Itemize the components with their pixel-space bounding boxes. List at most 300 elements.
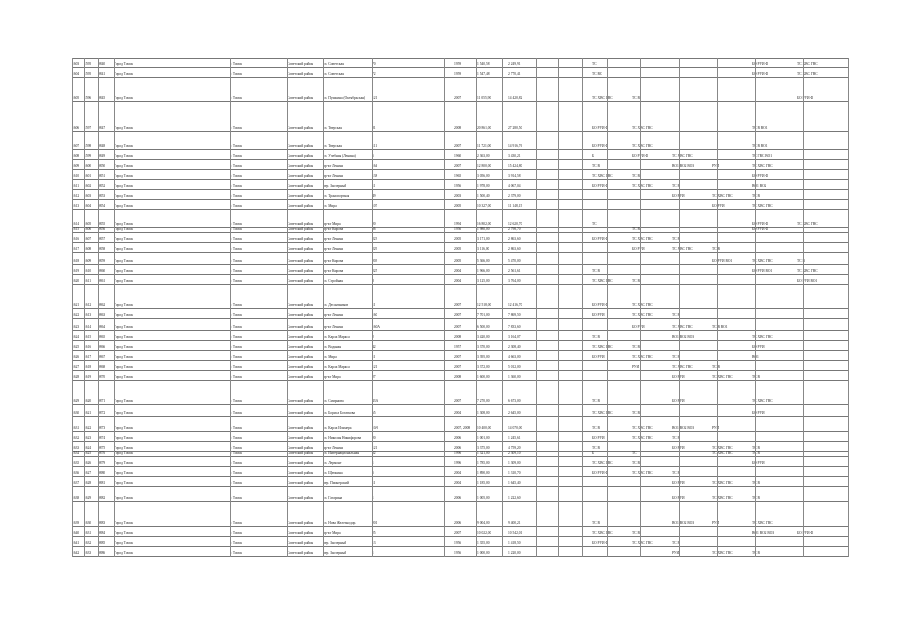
cell-street: пер. Пионерский (323, 481, 349, 485)
cell-year: 2004 (454, 471, 462, 475)
cell-s1: ТС В (592, 335, 600, 339)
cell-s4: ТС ХВС ГВС (712, 375, 733, 379)
column-divider (640, 58, 641, 557)
cell-house: 42 (372, 345, 376, 349)
cell-mo: Город Томск (114, 461, 134, 465)
cell-s1: ТС В (592, 269, 600, 273)
cell-year: 2007, 2008 (454, 426, 471, 430)
cell-mo: Город Томск (114, 355, 134, 359)
cell-year: 2008 (454, 375, 462, 379)
cell-s1: ТС (592, 222, 597, 226)
cell-street: ул. Пушкина (Октябрьская) (323, 96, 366, 100)
column-divider (803, 58, 804, 557)
cell-region: г. Томск (230, 269, 243, 273)
cell-mo: Город Томск (114, 345, 134, 349)
cell-house: 164 (372, 164, 378, 168)
cell-year: 1994 (454, 222, 462, 226)
cell-s3: БО РУИ (672, 194, 685, 198)
cell-year: 2003 (454, 194, 462, 198)
cell-s5: БО РУИ Ф (752, 222, 769, 226)
cell-district: Советский район (287, 154, 314, 158)
cell-street: ул. Транспортная (323, 194, 350, 198)
cell-district: Советский район (287, 62, 314, 66)
cell-kad: 1631 (84, 531, 92, 535)
table-row (72, 265, 848, 275)
cell-region: г. Томск (230, 204, 243, 208)
cell-s4: ТС ХВС ГВС (712, 551, 733, 555)
cell-s4: РУИ (712, 426, 720, 430)
cell-area: 5 366,00 (477, 259, 490, 263)
cell-num: 1627 (72, 365, 80, 369)
cell-s1: БО РУИ (592, 355, 605, 359)
cell-area: 3 372,00 (477, 365, 490, 369)
cell-amount: 5 470,00 (508, 259, 521, 263)
cell-amount: 27 280,50 (508, 126, 523, 130)
cell-s2: ТС В (632, 345, 640, 349)
cell-s3: ВО1 ВО2 ВО3 (672, 164, 695, 168)
cell-region: г. Томск (230, 399, 243, 403)
cell-house: 223 (372, 237, 378, 241)
cell-house: 1 (372, 461, 374, 465)
cell-amount: 14 420,82 (508, 96, 523, 100)
cell-s3: ТС ХВС ГВС (672, 325, 693, 329)
table-row (72, 487, 848, 502)
table-row (72, 102, 848, 132)
cell-num: 1630 (72, 411, 80, 415)
cell-s2: ТС ХВС ГВС (632, 541, 653, 545)
cell-kad: 1598 (84, 144, 92, 148)
cell-house: 25 (372, 531, 376, 535)
cell-district: Советский район (287, 222, 314, 226)
cell-area: 20 861,00 (477, 126, 492, 130)
cell-s1: БО РУИ (592, 313, 605, 317)
cell-id: 9862 (98, 303, 106, 307)
cell-district: Советский район (287, 72, 314, 76)
cell-s5: ТС ХВС ГВС (752, 521, 773, 525)
cell-s4: ТС В (712, 365, 720, 369)
cell-year: 2007 (454, 325, 462, 329)
cell-district: Советский район (287, 345, 314, 349)
cell-id: 9858 (98, 247, 106, 251)
cell-street: ул. Тверская (323, 126, 342, 130)
cell-year: 2007 (454, 96, 462, 100)
column-divider (558, 58, 559, 557)
cell-district: Советский район (287, 194, 314, 198)
cell-num: 1607 (72, 144, 80, 148)
cell-num: 1618 (72, 259, 80, 263)
cell-district: Советский район (287, 126, 314, 130)
cell-district: Советский район (287, 313, 314, 317)
table-row (72, 319, 848, 331)
cell-mo: Город Томск (114, 204, 134, 208)
cell-street: ул. Тверская (323, 144, 342, 148)
cell-id: 9886 (98, 551, 106, 555)
cell-s4: РУИ (712, 164, 720, 168)
column-divider (679, 58, 680, 557)
table-row (72, 331, 848, 341)
cell-mo: Город Томск (114, 541, 134, 545)
cell-num: 1632 (72, 436, 80, 440)
cell-s2: ТС ХВС ГВС (632, 313, 653, 317)
cell-amount: 2 863,60 (508, 247, 521, 251)
cell-amount: 2 249,91 (508, 62, 521, 66)
cell-s2: ТС ХВС ГВС (632, 303, 653, 307)
cell-kad: 1595 (84, 62, 92, 66)
cell-house: 8 (372, 279, 374, 283)
cell-area: 7 701,00 (477, 313, 490, 317)
cell-s2: ТС ХВС ГВС (632, 436, 653, 440)
cell-s6: ТС ХВС ГВС (797, 72, 818, 76)
cell-amount: 1 645,40 (508, 481, 521, 485)
cell-id: 9851 (98, 174, 106, 178)
cell-district: Советский район (287, 164, 314, 168)
cell-s2: ТС В (632, 531, 640, 535)
cell-year: 2008 (454, 126, 462, 130)
cell-s4: ТС В (712, 247, 720, 251)
table-row (72, 527, 848, 537)
cell-house: 2 (372, 335, 374, 339)
cell-mo: Город Томск (114, 436, 134, 440)
cell-s4: ТС ХВС ГВС (712, 496, 733, 500)
cell-kad: 1617 (84, 355, 92, 359)
cell-mo: Город Томск (114, 227, 134, 231)
cell-s2: ТС (632, 451, 637, 455)
cell-district: Советский район (287, 521, 314, 525)
cell-area: 12 800,00 (477, 164, 492, 168)
cell-house: 11 (372, 303, 376, 307)
cell-year: 1996 (454, 461, 462, 465)
cell-kad: 1626 (84, 461, 92, 465)
cell-year: 1956 (454, 227, 462, 231)
cell-house: 36 (372, 227, 376, 231)
cell-area: 3 171,00 (477, 237, 490, 241)
cell-id: 9884 (98, 531, 106, 535)
cell-id: 9883 (98, 521, 106, 525)
table-row (72, 170, 848, 180)
column-divider (582, 58, 583, 557)
cell-district: Советский район (287, 541, 314, 545)
cell-s2: ТС В (632, 279, 640, 283)
cell-num: 1624 (72, 335, 80, 339)
cell-area: 1 890,00 (477, 471, 490, 475)
cell-house: 11 (372, 355, 376, 359)
cell-s1: БО РУИ Ф (592, 541, 609, 545)
table-row (72, 341, 848, 351)
cell-num: 1603 (72, 62, 80, 66)
cell-s2: БО РУИ (632, 247, 645, 251)
column-divider (72, 58, 73, 557)
cell-s1: ТС ХВС ГВС (592, 279, 613, 283)
cell-district: Советский район (287, 96, 314, 100)
cell-house: 225 (372, 269, 378, 273)
cell-amount: 2 309,10 (508, 451, 521, 455)
cell-region: г. Томск (230, 365, 243, 369)
cell-s5: ТС ГВС ВО1 (752, 154, 773, 158)
cell-s2: ТС ХВС ГВС (632, 426, 653, 430)
cell-id: 9848 (98, 144, 106, 148)
cell-street: ул. Лермонт (323, 461, 342, 465)
cell-region: г. Томск (230, 194, 243, 198)
cell-s1: БО РУИ Ф (592, 471, 609, 475)
cell-street: пр-кт Кирова (323, 269, 344, 273)
cell-s2: ТС ХВС ГВС (632, 126, 653, 130)
cell-id: 9849 (98, 154, 106, 158)
cell-area: 3 116,00 (477, 247, 490, 251)
cell-id: 9863 (98, 313, 106, 317)
cell-num: 1636 (72, 471, 80, 475)
cell-s3: ТС В (672, 184, 680, 188)
cell-num: 1611 (72, 184, 80, 188)
cell-kad: 1604 (84, 204, 92, 208)
cell-s1: БО РУИ Ф (592, 184, 609, 188)
cell-s2: ТС В (632, 227, 640, 231)
cell-num: 1638 (72, 496, 80, 500)
cell-area: 1 500,40 (477, 194, 490, 198)
cell-house: 1 (372, 551, 374, 555)
cell-id: 9879 (98, 461, 106, 465)
cell-kad: 1605 (84, 222, 92, 226)
cell-street: ул. Бориса Богаткова (323, 411, 355, 415)
cell-year: 2007 (454, 144, 462, 148)
cell-region: г. Томск (230, 154, 243, 158)
cell-street: ул. Смирнова (323, 399, 344, 403)
cell-year: 2006 (454, 436, 462, 440)
cell-district: Советский район (287, 471, 314, 475)
cell-kad: 1623 (84, 436, 92, 440)
cell-amount: 14 916,76 (508, 144, 523, 148)
cell-s5: ТС В ВО1 (752, 144, 768, 148)
cell-year: 2006 (454, 446, 462, 450)
cell-area: 2 363,00 (477, 154, 490, 158)
cell-s5: БО РУИ (752, 345, 765, 349)
table-row (72, 417, 848, 432)
cell-s4: БО РУИ ВО1 (712, 259, 733, 263)
cell-year: 1956 (454, 541, 462, 545)
table-row (72, 200, 848, 210)
cell-s1: БО РУИ Ф (592, 126, 609, 130)
cell-area: 1 966,00 (477, 269, 490, 273)
cell-s5: ТС В (752, 481, 760, 485)
cell-s6: ТС ХВС ГВС (797, 62, 818, 66)
cell-area: 1 785,00 (477, 461, 490, 465)
cell-num: 1623 (72, 325, 80, 329)
cell-year: 1959 (454, 72, 462, 76)
cell-mo: Город Томск (114, 194, 134, 198)
cell-region: г. Томск (230, 144, 243, 148)
cell-s5: БО РУИ ВО1 (752, 269, 773, 273)
cell-kad: 1600 (84, 164, 92, 168)
cell-street: ул. Десантников (323, 303, 349, 307)
cell-s5: ВО1 (752, 355, 759, 359)
cell-year: 2005 (454, 259, 462, 263)
cell-num: 1626 (72, 355, 80, 359)
cell-region: г. Томск (230, 436, 243, 440)
cell-num: 1615 (72, 227, 80, 231)
cell-house: 107 (372, 204, 378, 208)
column-divider (848, 58, 849, 557)
cell-s4: ТС ХВС ГВС (712, 194, 733, 198)
cell-amount: 3 764,00 (508, 279, 521, 283)
cell-region: г. Томск (230, 325, 243, 329)
cell-amount: 7 869,50 (508, 313, 521, 317)
cell-district: Советский район (287, 269, 314, 273)
cell-s3: ВО1 ВО2 ВО3 (672, 426, 695, 430)
cell-kad: 1628 (84, 481, 92, 485)
cell-year: 2006 (454, 521, 462, 525)
cell-s3: ТС В (672, 436, 680, 440)
cell-s2: ТС В (632, 461, 640, 465)
cell-mo: Город Томск (114, 247, 134, 251)
cell-num: 1612 (72, 194, 80, 198)
cell-s1: ТС ХВС ГВС (592, 345, 613, 349)
cell-s3: БО РУИ (672, 375, 685, 379)
cell-district: Советский район (287, 426, 314, 430)
cell-region: г. Томск (230, 375, 243, 379)
cell-id: 9885 (98, 541, 106, 545)
cell-street: ул. Советская (323, 62, 344, 66)
cell-s5: ТС ХВС ГВС (752, 399, 773, 403)
cell-house: 20 (372, 222, 376, 226)
cell-area: 10 400,00 (477, 426, 492, 430)
cell-region: г. Томск (230, 164, 243, 168)
cell-kad: 1627 (84, 471, 92, 475)
cell-num: 1622 (72, 313, 80, 317)
cell-year: 1965 (454, 174, 462, 178)
cell-s1: БО РУИ Ф (592, 303, 609, 307)
cell-mo: Город Томск (114, 531, 134, 535)
cell-kad: 1621 (84, 411, 92, 415)
cell-num: 1604 (72, 72, 80, 76)
table-row (72, 180, 848, 190)
cell-s4: ТС В ВО1 (712, 325, 728, 329)
cell-id: 9845 (98, 96, 106, 100)
cell-id: 9875 (98, 446, 106, 450)
cell-id: 9868 (98, 365, 106, 369)
cell-area: 1 000,00 (477, 551, 490, 555)
cell-mo: Город Томск (114, 222, 134, 226)
cell-mo: Город Томск (114, 96, 134, 100)
cell-street: ул. Нова Железнодор. (323, 521, 357, 525)
table-row (72, 285, 848, 309)
cell-s5: БО РУИ Ф (752, 227, 769, 231)
cell-area: 3 370,00 (477, 345, 490, 349)
cell-district: Советский район (287, 355, 314, 359)
cell-street: пр-кт Ленина (323, 164, 344, 168)
cell-house: 160А (372, 325, 380, 329)
cell-s5: ТС ХВС ГВС (752, 335, 773, 339)
cell-s1: ТС В (592, 446, 600, 450)
cell-num: 1642 (72, 551, 80, 555)
cell-num: 1616 (72, 237, 80, 241)
cell-mo: Город Томск (114, 154, 134, 158)
cell-house: 1 (372, 496, 374, 500)
cell-amount: 3 430,21 (508, 154, 521, 158)
cell-district: Советский район (287, 365, 314, 369)
cell-area: 1 185,00 (477, 481, 490, 485)
cell-mo: Город Томск (114, 451, 134, 455)
cell-s3: ТС ХВС ГВС (672, 154, 693, 158)
cell-s2: ТС В (632, 96, 640, 100)
cell-s5: ТС В (752, 375, 760, 379)
cell-district: Советский район (287, 436, 314, 440)
table-row (72, 537, 848, 547)
cell-amount: 1 245,61 (508, 436, 521, 440)
cell-house: 111 (372, 144, 378, 148)
table-row (72, 233, 848, 243)
cell-kad: 1619 (84, 375, 92, 379)
cell-district: Советский район (287, 451, 314, 455)
cell-year: 2004 (454, 481, 462, 485)
cell-region: г. Томск (230, 541, 243, 545)
cell-street: пр-кт Ленина (323, 313, 344, 317)
cell-kad: 1615 (84, 335, 92, 339)
column-divider (287, 58, 288, 557)
cell-area: 7 270,00 (477, 399, 490, 403)
cell-region: г. Томск (230, 279, 243, 283)
cell-year: 2007 (454, 355, 462, 359)
column-divider (755, 58, 756, 557)
table-row (72, 58, 848, 68)
cell-house: 27 (372, 375, 376, 379)
cell-region: г. Томск (230, 345, 243, 349)
column-divider (323, 58, 324, 557)
table-row (72, 405, 848, 417)
cell-region: г. Томск (230, 72, 243, 76)
cell-kad: 1601 (84, 174, 92, 178)
cell-year: 1957 (454, 345, 462, 349)
cell-street: ул. Советская (323, 72, 344, 76)
cell-s2: ТС ХВС ГВС (632, 355, 653, 359)
cell-id: 9881 (98, 481, 106, 485)
data-table (72, 58, 848, 557)
cell-num: 1608 (72, 154, 80, 158)
cell-house: 5 (372, 154, 374, 158)
cell-mo: Город Томск (114, 164, 134, 168)
cell-street: ул. Стройная (323, 279, 343, 283)
cell-amount: 12 416,70 (508, 303, 523, 307)
cell-area: 1 540,58 (477, 62, 490, 66)
cell-s3: БО РУИ (672, 481, 685, 485)
cell-street: пр-кт Мира (323, 222, 341, 226)
cell-id: 9865 (98, 335, 106, 339)
cell-mo: Город Томск (114, 184, 134, 188)
cell-street: ул. Карла Ильмера (323, 426, 352, 430)
cell-num: 1625 (72, 345, 80, 349)
cell-year: 2006 (454, 496, 462, 500)
cell-region: г. Томск (230, 62, 243, 66)
cell-year: 2004 (454, 279, 462, 283)
cell-s1: ТС ХВС ГВС (592, 174, 613, 178)
cell-amount: 9 400,21 (508, 521, 521, 525)
cell-street: ул. Интернациональная (323, 451, 360, 455)
cell-house: 43А (372, 399, 379, 403)
cell-amount: 15 424,80 (508, 164, 523, 168)
cell-s3: РУИ (672, 551, 680, 555)
cell-s5: ТС В (752, 446, 760, 450)
cell-kad: 1620 (84, 399, 92, 403)
cell-district: Советский район (287, 531, 314, 535)
cell-area: 1 355,00 (477, 541, 490, 545)
cell-amount: 4 067,04 (508, 184, 521, 188)
cell-mo: Город Томск (114, 62, 134, 66)
table-row (72, 68, 848, 78)
cell-year: 2007 (454, 313, 462, 317)
cell-kad: 1602 (84, 184, 92, 188)
cell-s5: БО РУИ (752, 411, 765, 415)
cell-kad: 1595 (84, 72, 92, 76)
cell-area: 3 395,00 (477, 355, 490, 359)
column-divider (502, 58, 503, 557)
